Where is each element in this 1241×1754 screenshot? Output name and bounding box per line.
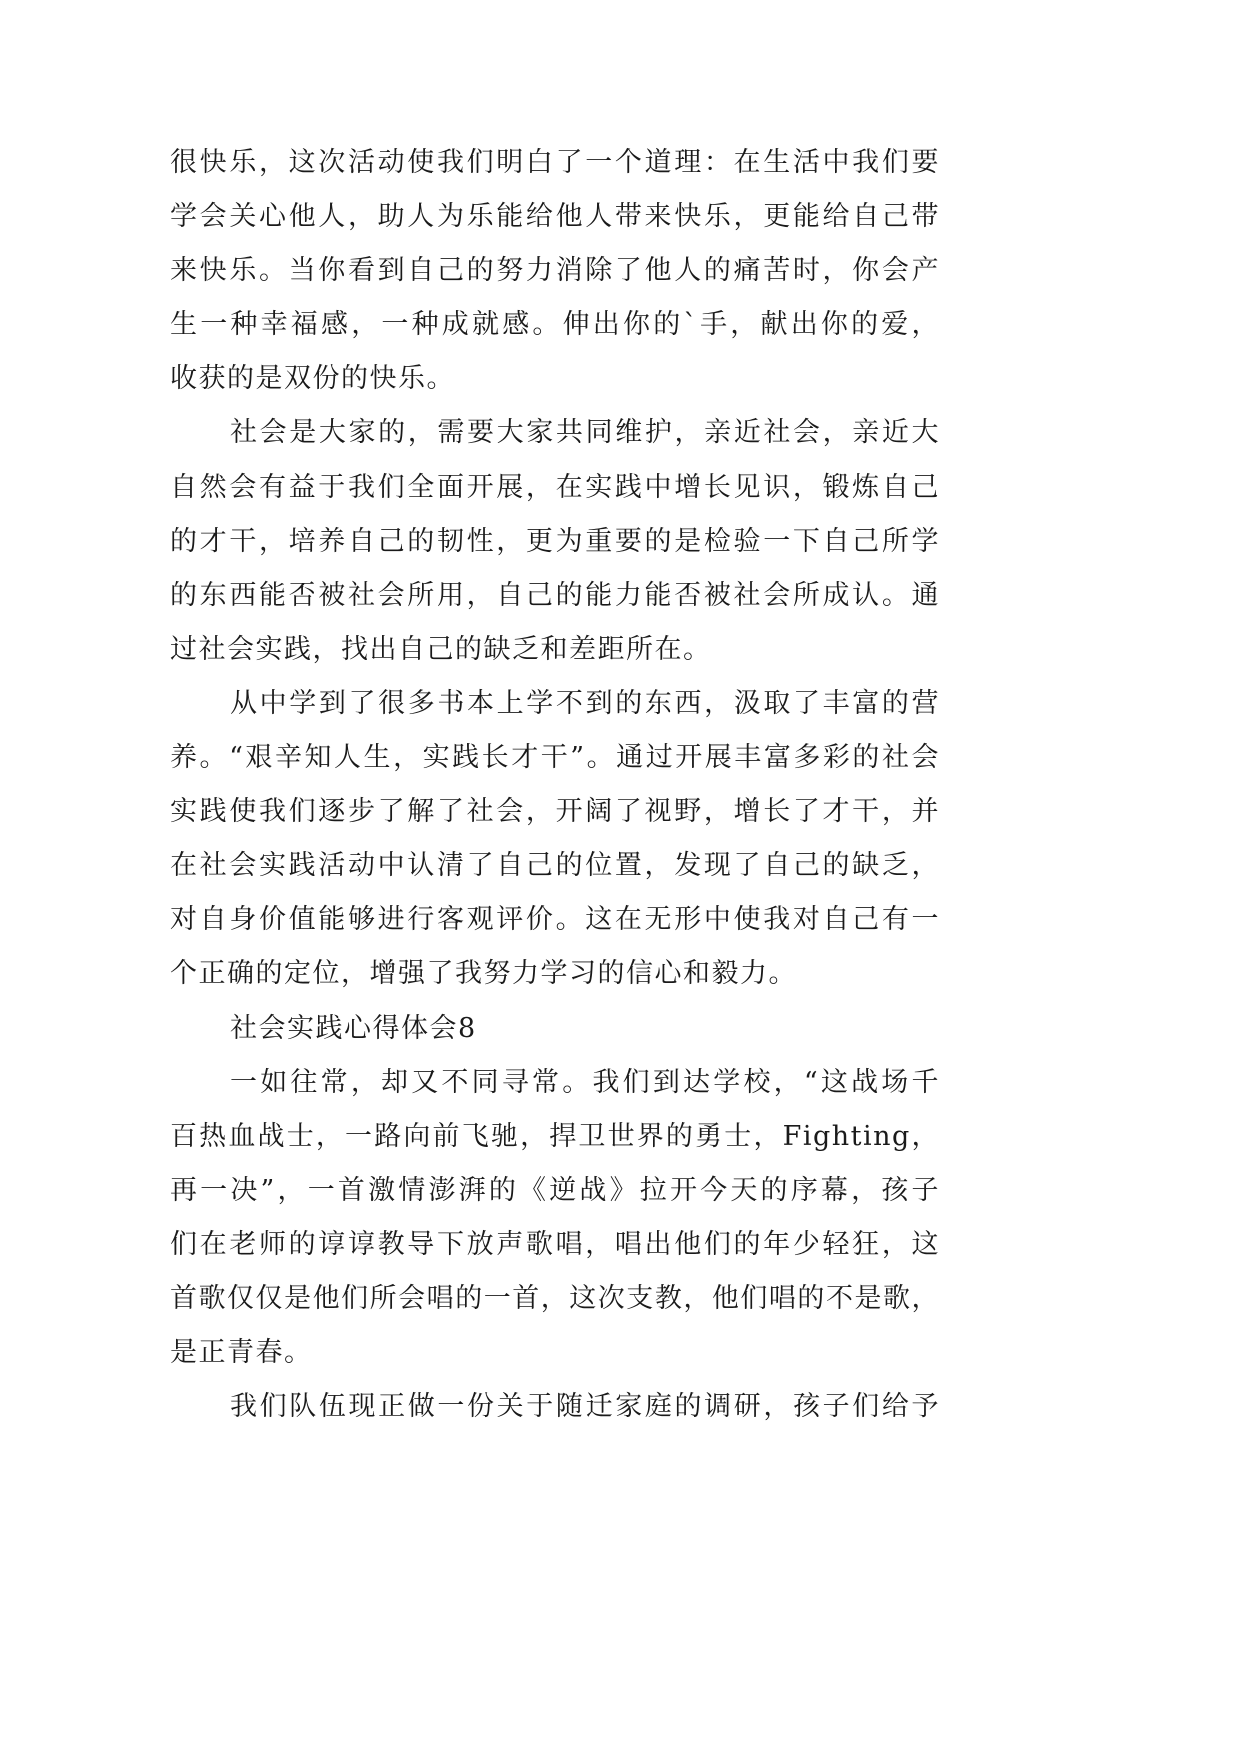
paragraph	[170, 1056, 940, 1381]
text-line: 过社会实践，找出自己的缺乏和差距所在。	[170, 633, 712, 665]
text-line: 很快乐，这次活动使我们明白了一个道理：在生活中我们要	[170, 147, 940, 178]
text-line: 社会是大家的，需要大家共同维护，亲近社会，亲近大	[230, 417, 940, 449]
text-line: 个正确的定位，增强了我努力学习的信心和毅力。	[170, 958, 797, 990]
text-line: 学会关心他人，助人为乐能给他人带来快乐，更能给自己带	[170, 201, 940, 233]
text-line: 生一种幸福感，一种成就感。伸出你的`手，献出你的爱，	[170, 309, 940, 341]
text-line: 来快乐。当你看到自己的努力消除了他人的痛苦时，你会产	[170, 255, 940, 287]
text-line: 自然会有益于我们全面开展，在实践中增长见识，锻炼自己	[170, 471, 940, 503]
text-line: 我们队伍现正做一份关于随迁家庭的调研，孩子们给予	[230, 1391, 940, 1423]
text-line: 一如往常，却又不同寻常。我们到达学校，“这战场千	[230, 1066, 940, 1098]
paragraph	[170, 1380, 940, 1434]
text-line: 们在老师的谆谆教导下放声歌唱，唱出他们的年少轻狂，这	[170, 1228, 940, 1260]
section-heading	[170, 1002, 940, 1056]
text-line: 的才干，培养自己的韧性，更为重要的是检验一下自己所学	[170, 525, 940, 557]
text-line: 从中学到了很多书本上学不到的东西，汲取了丰富的营	[230, 687, 940, 719]
text-line: 再一决”，一首激情澎湃的《逆战》拉开今天的序幕，孩子	[170, 1174, 940, 1206]
paragraph	[170, 406, 940, 676]
text-line: 是正青春。	[170, 1337, 313, 1369]
text-line: 实践使我们逐步了解了社会，开阔了视野，增长了才干，并	[170, 796, 940, 828]
text-line: 首歌仅仅是他们所会唱的一首，这次支教，他们唱的不是歌，	[170, 1282, 940, 1314]
paragraph	[170, 136, 940, 406]
text-line: 收获的是双份的快乐。	[170, 363, 455, 395]
document-body	[170, 136, 940, 1434]
paragraph	[170, 677, 940, 1002]
section-heading-text: 社会实践心得体会8	[230, 1012, 477, 1044]
text-line: 养。“艰辛知人生，实践长才干”。通过开展丰富多彩的社会	[170, 742, 940, 774]
text-line: 百热血战士，一路向前飞驰，捍卫世界的勇士，Fighting，	[170, 1120, 940, 1152]
text-line: 对自身价值能够进行客观评价。这在无形中使我对自己有一	[170, 904, 940, 936]
text-line: 的东西能否被社会所用，自己的能力能否被社会所成认。通	[170, 579, 940, 611]
text-line: 在社会实践活动中认清了自己的位置，发现了自己的缺乏，	[170, 850, 940, 882]
